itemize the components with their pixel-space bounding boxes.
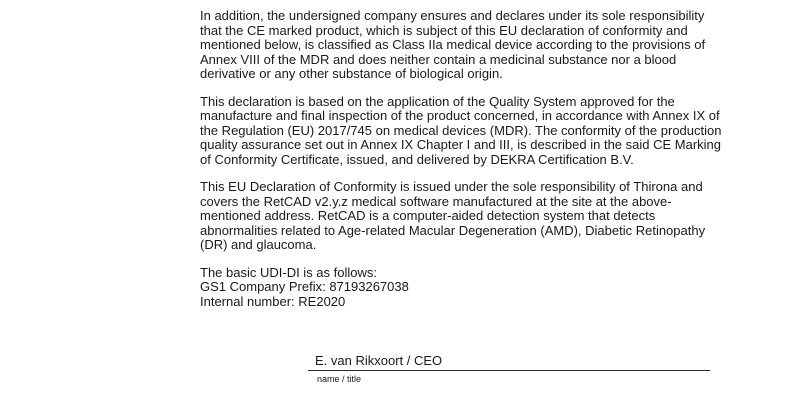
paragraph-line: manufacture and final inspection of the product concerned, in accordance with Annex IX of (200, 108, 720, 123)
paragraph-line: GS1 Company Prefix: 87193267038 (200, 279, 409, 294)
paragraph-line: This EU Declaration of Conformity is issued under the sole responsibility of Thirona and (200, 179, 703, 194)
paragraph-line: Annex VIII of the MDR and does neither contain a medicinal substance nor a blood (200, 51, 677, 67)
paragraph-udi-di (200, 266, 700, 310)
signature-line (308, 370, 710, 371)
paragraph-classification (200, 8, 706, 82)
signature-block (308, 353, 710, 384)
paragraph-line: mentioned below, is classified as Class IIa medical device according to the provisions of (200, 37, 706, 52)
paragraph-line: mentioned address. RetCAD is a computer-aided detection system that detects (200, 208, 656, 223)
paragraph-quality-system (200, 93, 722, 168)
paragraph-line: of Conformity Certificate, issued, and delivered by DEKRA Certification B.V. (200, 151, 634, 167)
paragraph-line: Internal number: RE2020 (200, 293, 346, 309)
paragraph-line: In addition, the undersigned company ensures and declares under its sole responsibility (200, 8, 705, 23)
signature-caption-label: name / title (317, 374, 362, 384)
paragraph-line: that the CE marked product, which is subject of this EU declaration of conformity and (200, 22, 688, 38)
paragraph-line: abnormalities related to Age-related Macular Degeneration (AMD), Diabetic Retinopathy (200, 222, 706, 238)
paragraph-line: the Regulation (EU) 2017/745 on medical devices (MDR). The conformity of the production (200, 122, 722, 138)
paragraph-responsibility (200, 179, 706, 253)
paragraph-line: (DR) and glaucoma. (200, 237, 317, 252)
paragraph-line: derivative or any other substance of biological origin. (200, 66, 503, 81)
signature-name-title: E. van Rikxoort / CEO (315, 353, 443, 368)
paragraph-line: This declaration is based on the application of the Quality System approved for the (200, 93, 675, 109)
document-body (200, 8, 722, 322)
paragraph-line: The basic UDI-DI is as follows: (200, 264, 377, 280)
paragraph-line: covers the RetCAD v2.y.z medical software manufactured at the site at the above- (200, 193, 672, 209)
paragraph-line: quality assurance set out in Annex IX Chapter I and III, is described in the said CE Marking (200, 137, 722, 152)
